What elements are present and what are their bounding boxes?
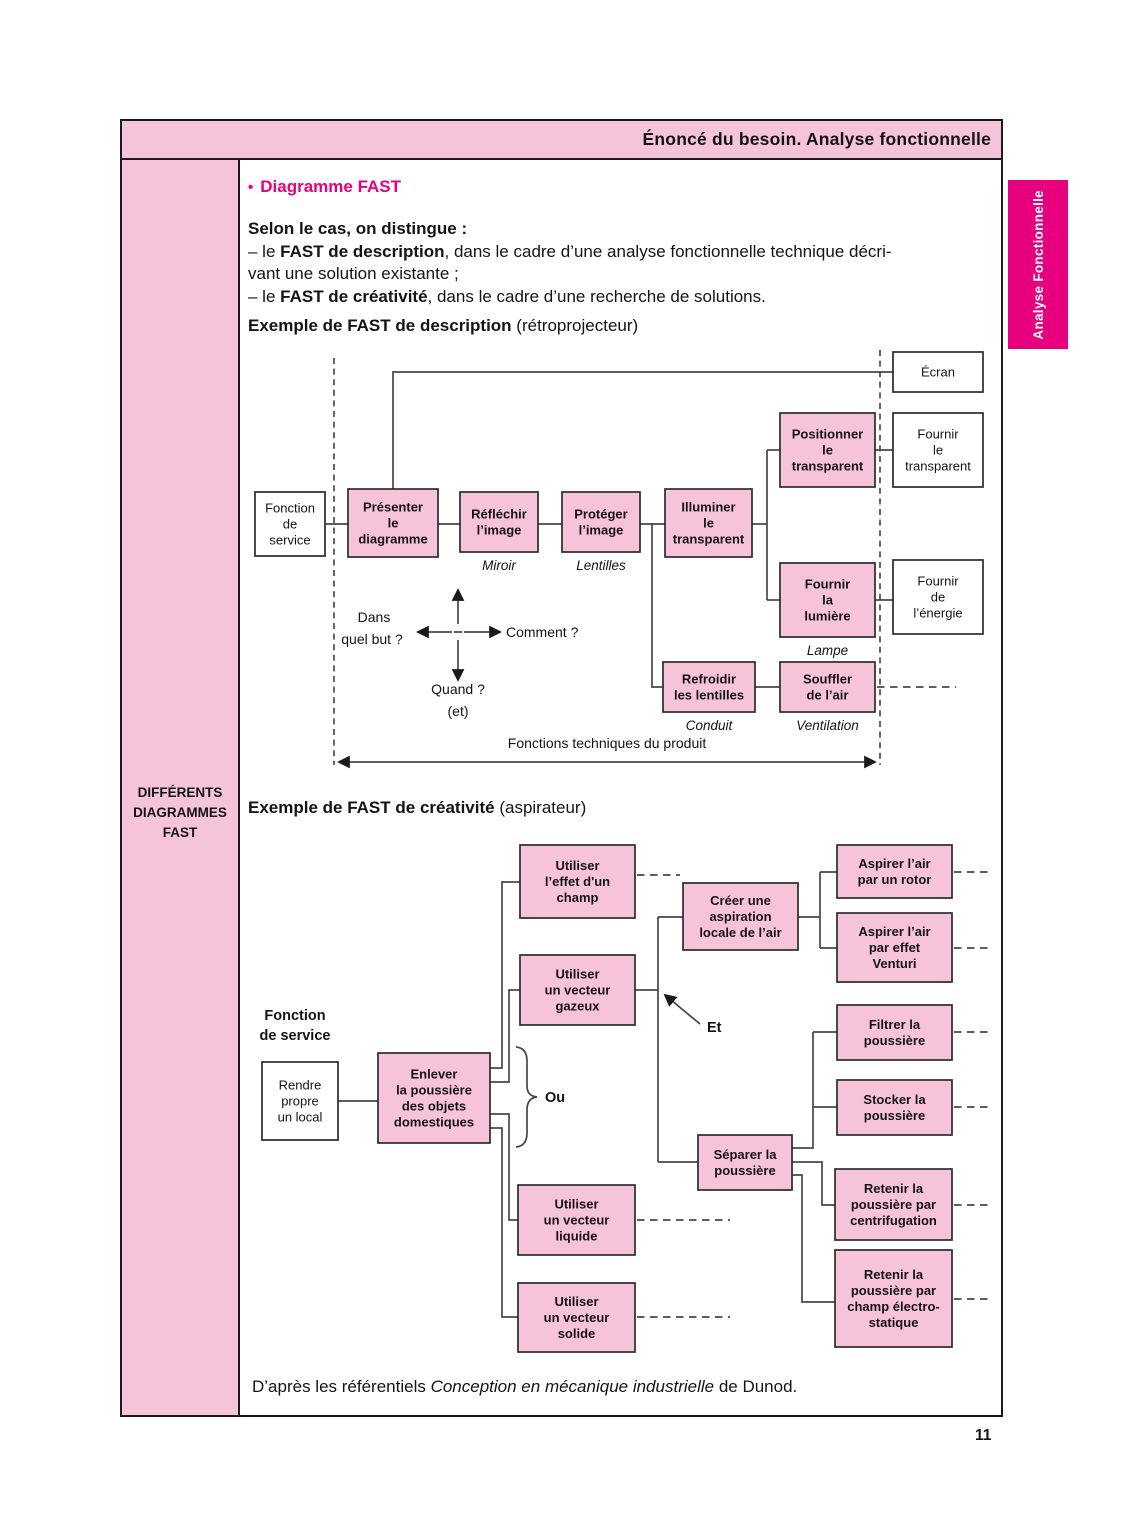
node-filtrer — [837, 1005, 952, 1060]
node-centrifugation — [835, 1169, 952, 1240]
node-caption: Lentilles — [576, 558, 626, 573]
node-label: Utiliser un vecteur gazeux — [544, 966, 611, 1014]
node-rotor — [837, 845, 952, 898]
intro-line: vant une solution existante ; — [248, 264, 459, 283]
node-illuminer — [665, 489, 752, 557]
node-solide — [518, 1283, 635, 1352]
node-gazeux — [520, 955, 635, 1025]
node-caption: Conduit — [685, 718, 733, 733]
connector-line — [652, 524, 663, 687]
ou-brace — [516, 1047, 537, 1147]
node-positionner — [780, 413, 875, 487]
node-liquide — [518, 1185, 635, 1255]
node-ecran — [893, 352, 983, 392]
label-dans-quel-but: Dans — [357, 609, 391, 625]
node-label: Créer une aspiration locale de l’air — [699, 893, 782, 940]
node-separer — [698, 1135, 792, 1190]
section-heading — [248, 177, 401, 197]
node-stocker — [837, 1080, 952, 1135]
connector-line — [490, 882, 520, 1068]
node-label: Fournir de l’énergie — [913, 573, 963, 621]
node-label: Rendre propre un local — [277, 1077, 323, 1125]
connector-line — [792, 1162, 835, 1205]
page-title: Énoncé du besoin. Analyse fonctionnelle — [642, 129, 991, 149]
node-label: Aspirer l’air par effet Venturi — [858, 924, 931, 971]
node-label: Réfléchir l’image — [471, 506, 527, 538]
node-label: Stocker la poussière — [863, 1092, 926, 1123]
chapter-tab — [1008, 180, 1068, 349]
node-champ — [520, 845, 635, 918]
node-label: Retenir la poussière par champ électro-statique — [847, 1267, 940, 1330]
node-electrostatique — [835, 1250, 952, 1347]
label-comment: Comment ? — [506, 624, 579, 640]
node-fonction-service — [255, 492, 325, 556]
node-label: Fournir le transparent — [905, 426, 971, 474]
section-heading-text: Diagramme FAST — [260, 177, 402, 196]
sidebar-label-line: FAST — [162, 825, 198, 840]
sidebar-label-line: DIAGRAMMES — [133, 805, 227, 820]
page-header — [120, 119, 1003, 160]
sidebar-label — [122, 783, 238, 843]
source-note: D’après les référentiels Conception en mécanique industrielle de Dunod. — [252, 1377, 798, 1396]
node-refroidir — [663, 662, 755, 733]
node-proteger — [562, 492, 640, 573]
arrow — [665, 995, 700, 1024]
label-dans-quel-but: quel but ? — [341, 631, 403, 647]
label-fonction-de-service: Fonction — [264, 1008, 326, 1024]
node-venturi — [837, 913, 952, 982]
node-label: Illuminer le transparent — [672, 499, 745, 547]
node-label: Fonction de service — [265, 500, 315, 548]
example1-heading: Exemple de FAST de description (rétroprojecteur) — [248, 316, 639, 335]
node-label: Positionner le transparent — [791, 426, 864, 474]
node-caption: Ventilation — [796, 718, 859, 733]
intro-line: – le FAST de créativité, dans le cadre d’une recherche de solutions. — [248, 286, 766, 306]
node-label: Utiliser un vecteur liquide — [543, 1196, 610, 1244]
label-fonctions-techniques: Fonctions techniques du produit — [507, 735, 707, 751]
node-enlever — [378, 1053, 490, 1143]
intro-line: Selon le cas, on distingue : — [248, 219, 468, 238]
intro-line: – le FAST de description, dans le cadre d’une analyse fonctionnelle technique décri- — [248, 241, 892, 261]
node-souffler — [780, 662, 875, 733]
sidebar-label-line: DIFFÉRENTS — [137, 785, 223, 800]
label-et: (et) — [447, 703, 469, 719]
fast-description-diagram — [240, 340, 1005, 782]
label-ou: Ou — [545, 1090, 566, 1106]
node-presenter — [348, 489, 438, 557]
node-label: Protéger l’image — [574, 506, 628, 538]
node-label: Écran — [921, 364, 955, 380]
chapter-tab-label: Analyse Fonctionnelle — [1030, 189, 1046, 340]
example2-heading: Exemple de FAST de créativité (aspirateur) — [248, 798, 587, 817]
fast-creativity-diagram — [240, 830, 1005, 1370]
connector-line — [792, 1032, 813, 1148]
label-fonction-de-service: de service — [259, 1028, 331, 1044]
node-label: Aspirer l’air par un rotor — [857, 856, 932, 887]
label-quand: Quand ? — [431, 681, 485, 697]
node-label: Fournir la lumière — [804, 576, 851, 624]
label-et: Et — [707, 1020, 722, 1036]
bullet-icon: • — [248, 179, 254, 196]
node-creer — [683, 883, 798, 950]
node-label: Utiliser un vecteur solide — [543, 1294, 610, 1341]
node-label: Refroidir les lentilles — [673, 671, 745, 703]
node-rendre — [262, 1062, 338, 1140]
node-label: Enlever la poussière des objets domestiques — [393, 1066, 475, 1130]
page-number: 11 — [975, 1427, 992, 1444]
node-caption: Lampe — [806, 643, 849, 658]
node-caption: Miroir — [482, 558, 516, 573]
node-label: Retenir la poussière par centrifugation — [850, 1181, 937, 1228]
node-label: Filtrer la poussière — [863, 1017, 926, 1048]
node-fournir-lumiere — [780, 563, 875, 658]
node-label: Souffler de l’air — [802, 671, 853, 703]
node-label: Séparer la poussière — [713, 1147, 777, 1178]
connector-line — [490, 1128, 518, 1317]
node-fournir-transparent — [893, 413, 983, 487]
node-reflechir — [460, 492, 538, 573]
connector-line — [490, 1114, 518, 1220]
connector-line — [792, 1175, 835, 1302]
intro-paragraph — [248, 218, 892, 308]
node-label: Présenter le diagramme — [358, 499, 428, 547]
node-fournir-energie — [893, 560, 983, 634]
node-label: Utiliser l’effet d'un champ — [544, 858, 611, 905]
